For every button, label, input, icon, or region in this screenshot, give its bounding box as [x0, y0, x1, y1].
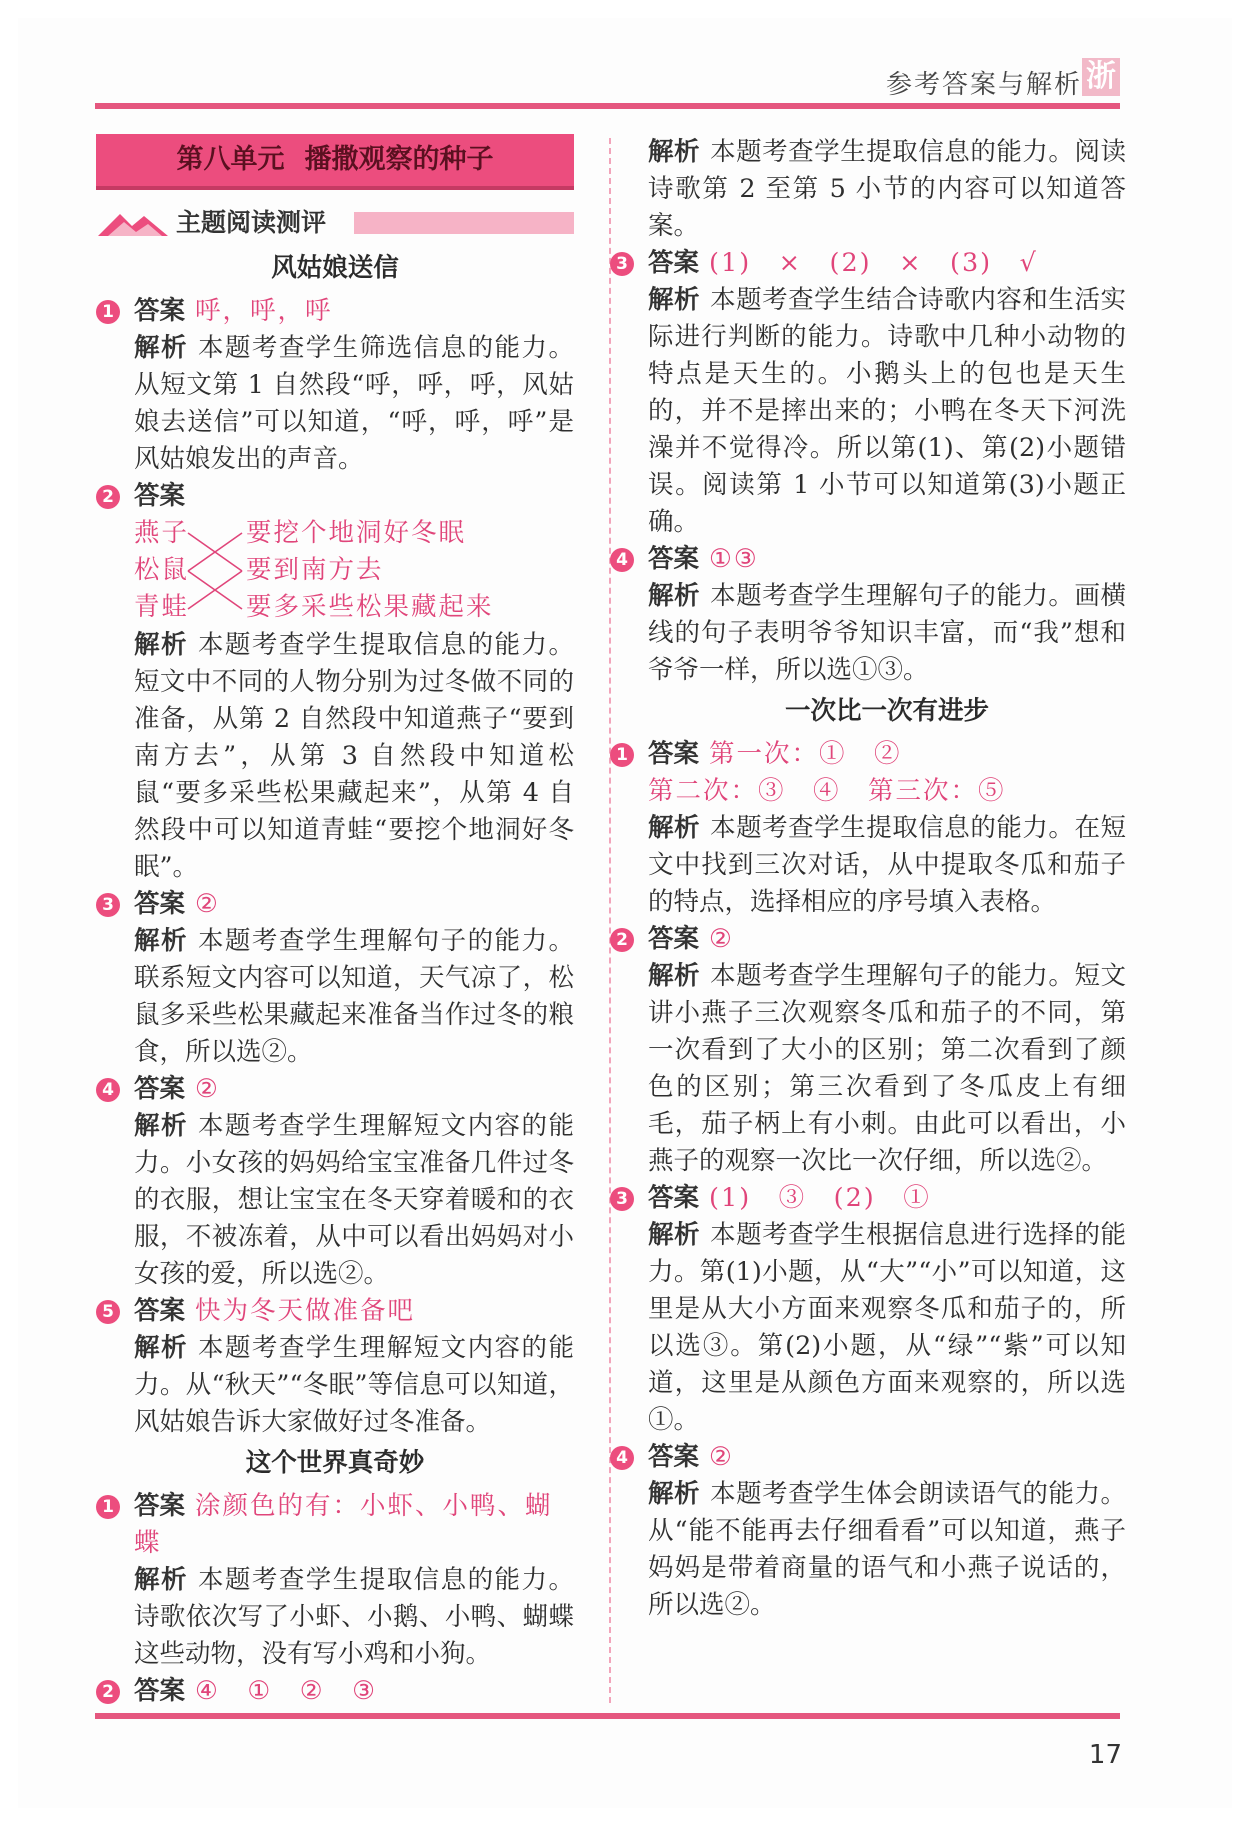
answer-text: 呼，呼，呼 — [195, 296, 333, 326]
analysis-label: 解析 — [134, 630, 188, 660]
analysis-paragraph — [648, 134, 1126, 245]
question-number: 4 — [610, 548, 634, 572]
answer-text: 第二次：③ ④ 第三次：⑤ — [648, 776, 1006, 806]
match-right-item: 要到南方去 — [246, 555, 384, 585]
analysis-paragraph — [648, 958, 1126, 1180]
analysis-text: 本题考查学生理解句子的能力。短文讲小燕子三次观察冬瓜和茄子的不同，第一次看到了大小的区别；第二次看到了颜色的区别；第三次看到了冬瓜皮上有细毛，茄子柄上有小刺。由此可以看出，小燕子的观察一次比一次仔细，所以选②。 — [648, 961, 1126, 1176]
answer-label: 答案 — [134, 481, 186, 511]
question-item — [96, 478, 574, 515]
analysis-text: 本题考查学生理解句子的能力。画横线的句子表明爷爷知识丰富，而“我”想和爷爷一样，所以选①③。 — [648, 581, 1126, 685]
answer-label: 答案 — [134, 1296, 186, 1326]
answer-text: ①③ — [709, 544, 759, 574]
analysis-label: 解析 — [648, 285, 701, 315]
analysis-label: 解析 — [648, 1479, 701, 1509]
section-bar — [354, 212, 574, 234]
analysis-paragraph — [134, 627, 574, 886]
question-number: 3 — [610, 252, 634, 276]
matching-answer — [134, 515, 574, 627]
analysis-text: 本题考查学生理解句子的能力。联系短文内容可以知道，天气凉了，松鼠多采些松果藏起来准备当作过冬的粮食，所以选②。 — [134, 926, 574, 1067]
answer-text: ② — [195, 889, 220, 919]
section-header — [96, 202, 574, 246]
answer-text: ② — [709, 924, 734, 954]
question-number: 5 — [96, 1300, 120, 1324]
unit-title: 播撒观察的种子 — [304, 144, 494, 175]
answer-label: 答案 — [648, 1442, 700, 1472]
match-lines — [186, 519, 244, 619]
answer-text: ④ ① ② ③ — [195, 1676, 377, 1706]
question-number: 1 — [96, 1495, 120, 1519]
answer-text: 第一次：① ② — [709, 739, 902, 769]
question-item — [96, 1673, 574, 1710]
question-number: 3 — [610, 1187, 634, 1211]
question-number: 3 — [96, 893, 120, 917]
answer-text: 涂颜色的有：小虾、小鸭、蝴蝶 — [134, 1491, 553, 1558]
match-left-item: 燕子 — [134, 518, 190, 548]
analysis-paragraph — [134, 923, 574, 1071]
question-item — [96, 886, 574, 1071]
match-right-item: 要挖个地洞好冬眠 — [246, 518, 467, 548]
question-number: 2 — [96, 485, 120, 509]
analysis-label: 解析 — [648, 581, 701, 611]
passage-title: 风姑娘送信 — [271, 253, 399, 283]
analysis-paragraph — [648, 282, 1126, 541]
footer-rule — [95, 1713, 1120, 1719]
header-rule — [95, 103, 1120, 109]
answer-label: 答案 — [134, 1074, 186, 1104]
header-label: 参考答案与解析 — [885, 70, 1082, 100]
answer-label: 答案 — [134, 889, 186, 919]
answer-text: 快为冬天做准备吧 — [195, 1296, 416, 1326]
province-badge: 浙 — [1082, 58, 1120, 96]
question-item — [616, 921, 1126, 1180]
question-item — [648, 134, 1126, 245]
question-item — [96, 627, 574, 886]
analysis-paragraph — [648, 810, 1126, 921]
analysis-label: 解析 — [134, 926, 188, 956]
analysis-paragraph — [648, 578, 1126, 689]
answer-label: 答案 — [134, 1491, 186, 1521]
analysis-label: 解析 — [134, 1111, 188, 1141]
answer-label: 答案 — [648, 924, 700, 954]
question-item — [96, 1488, 574, 1673]
passage-title: 这个世界真奇妙 — [245, 1448, 425, 1478]
question-number: 2 — [610, 928, 634, 952]
answer-text: (1) ③ (2) ① — [709, 1183, 931, 1213]
answer-label: 答案 — [648, 248, 700, 278]
question-item — [96, 1293, 574, 1441]
analysis-label: 解析 — [134, 333, 188, 363]
passage-title: 一次比一次有进步 — [784, 696, 989, 726]
analysis-text: 本题考查学生根据信息进行选择的能力。第(1)小题，从“大”“小”可以知道，这里是从大小方面来观察冬瓜和茄子的，所以选③。第(2)小题，从“绿”“紫”可以知道，这里是从颜色方面来观察的，所以选①。 — [648, 1220, 1126, 1435]
question-number: 1 — [610, 743, 634, 767]
answer-label: 答案 — [648, 739, 700, 769]
right-column — [616, 134, 1126, 1624]
analysis-paragraph — [134, 1330, 574, 1441]
analysis-paragraph — [134, 1108, 574, 1293]
question-item — [616, 1439, 1126, 1624]
analysis-text: 本题考查学生提取信息的能力。阅读诗歌第 2 至第 5 小节的内容可以知道答案。 — [648, 137, 1126, 241]
question-item — [96, 1071, 574, 1293]
match-left-item: 青蛙 — [134, 592, 190, 622]
question-number: 2 — [96, 1680, 120, 1704]
question-item — [616, 736, 1126, 921]
answer-label: 答案 — [648, 1183, 700, 1213]
section-title: 主题阅读测评 — [176, 208, 327, 237]
analysis-text: 本题考查学生结合诗歌内容和生活实际进行判断的能力。诗歌中几种小动物的特点是天生的。小鹅头上的包也是天生的，并不是摔出来的；小鸭在冬天下河洗澡并不觉得冷。所以第(1)、第(2)小题错误。阅读第 1 小节可以知道第(3)小题正确。 — [648, 285, 1126, 537]
analysis-text: 本题考查学生理解短文内容的能力。从“秋天”“冬眠”等信息可以知道，风姑娘告诉大家做好过冬准备。 — [134, 1333, 574, 1437]
unit-banner — [96, 134, 574, 190]
answer-text: ② — [195, 1074, 220, 1104]
answer-text: (1) × (2) × (3) √ — [709, 248, 1038, 278]
mountain-icon — [96, 208, 170, 238]
analysis-paragraph — [134, 1562, 574, 1673]
analysis-text: 本题考查学生筛选信息的能力。从短文第 1 自然段“呼，呼，呼，风姑娘去送信”可以知道，“呼，呼，呼”是风姑娘发出的声音。 — [134, 333, 574, 474]
answer-label: 答案 — [648, 544, 700, 574]
unit-name: 第八单元 — [176, 144, 285, 175]
question-number: 4 — [96, 1078, 120, 1102]
analysis-label: 解析 — [648, 1220, 701, 1250]
answer-label: 答案 — [134, 1676, 186, 1706]
match-left-item: 松鼠 — [134, 555, 190, 585]
analysis-label: 解析 — [648, 137, 701, 167]
question-item — [96, 293, 574, 478]
analysis-label: 解析 — [648, 813, 701, 843]
analysis-text: 本题考查学生提取信息的能力。诗歌依次写了小虾、小鹅、小鸭、蝴蝶这些动物，没有写小鸡和小狗。 — [134, 1565, 574, 1669]
analysis-label: 解析 — [134, 1565, 188, 1595]
analysis-label: 解析 — [648, 961, 701, 991]
left-column — [96, 134, 574, 1710]
question-number: 1 — [96, 300, 120, 324]
analysis-paragraph — [134, 330, 574, 478]
match-right-item: 要多采些松果藏起来 — [246, 592, 494, 622]
column-divider — [609, 138, 611, 1703]
analysis-text: 本题考查学生提取信息的能力。短文中不同的人物分别为过冬做不同的准备，从第 2 自然段中知道燕子“要到南方去”，从第 3 自然段中知道松鼠“要多采些松果藏起来”，从第 4 自然段中可以知道青蛙“要挖个地洞好冬眠”。 — [134, 630, 574, 882]
answer-text: ② — [709, 1442, 734, 1472]
analysis-paragraph — [648, 1217, 1126, 1439]
analysis-text: 本题考查学生理解短文内容的能力。小女孩的妈妈给宝宝准备几件过冬的衣服，想让宝宝在冬天穿着暖和的衣服，不被冻着，从中可以看出妈妈对小女孩的爱，所以选②。 — [134, 1111, 574, 1289]
analysis-text: 本题考查学生体会朗读语气的能力。从“能不能再去仔细看看”可以知道，燕子妈妈是带着商量的语气和小燕子说话的，所以选②。 — [648, 1479, 1126, 1620]
analysis-text: 本题考查学生提取信息的能力。在短文中找到三次对话，从中提取冬瓜和茄子的特点，选择相应的序号填入表格。 — [648, 813, 1126, 917]
answer-label: 答案 — [134, 296, 186, 326]
analysis-label: 解析 — [134, 1333, 188, 1363]
question-item — [616, 541, 1126, 689]
question-number: 4 — [610, 1446, 634, 1470]
question-item — [616, 245, 1126, 541]
analysis-paragraph — [648, 1476, 1126, 1624]
page-number: 17 — [1088, 1740, 1122, 1770]
question-item — [616, 1180, 1126, 1439]
